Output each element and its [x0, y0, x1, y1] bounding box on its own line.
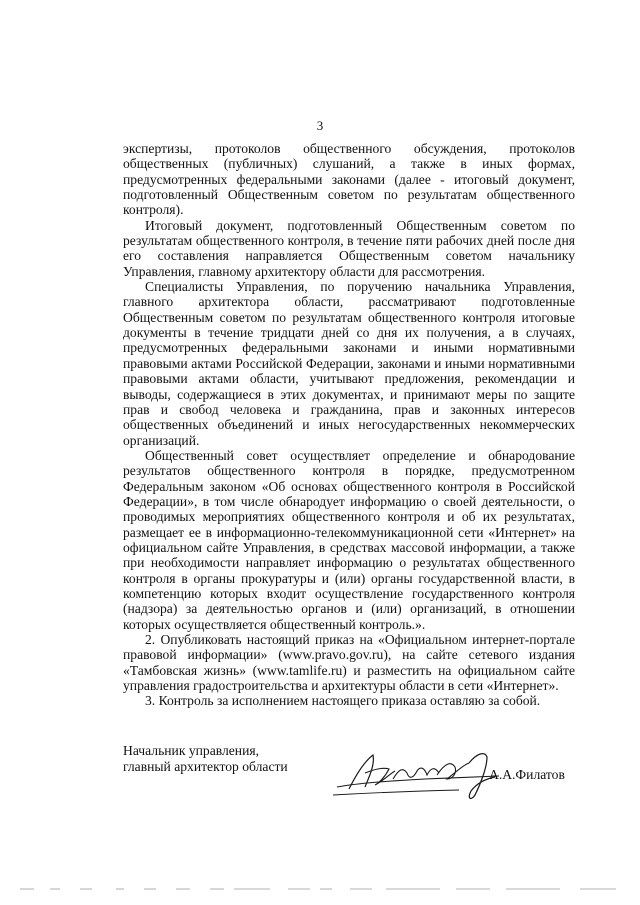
page-number: 3 — [316, 118, 324, 133]
paragraph-item-2-publish: 2. Опубликовать настоящий приказ на «Официальном интернет-портале правовой информации» (www.pravo.gov.ru), на сайте сетевого издания «Тамбовская жизнь» (www.tamlife.ru) и разместить на официальном сайте управления градостроительства и архитектуры области в сети «Интернет». — [123, 632, 575, 694]
paragraph-council-publication: Общественный совет осуществляет определение и обнародование результатов общественного контроля в порядке, предусмотренном Федеральным законом «Об основах общественного контроля в Российской Федерации», в том числе обнародует информацию о своей деятельности, о проводимых мероприятиях общественного контроля и об их результатах, размещает ее в информационно-телекоммуникационной сети «Интернет» на официальном сайте Управления, в средствах массовой информации, а также при необходимости направляет информацию о результатах общественного контроля в органы прокуратуры и (или) органы государственной власти, в компетенцию которых входит осуществление государственного контроля (надзора) за деятельностью органов и (или) организаций, в отношении которых осуществляется общественный контроль.». — [123, 447, 575, 632]
scan-bottom-edge-marks — [20, 884, 620, 892]
signatory-name: А.А.Филатов — [489, 767, 565, 782]
paragraph-item-3-control: 3. Контроль за исполнением настоящего приказа оставляю за собой. — [145, 693, 541, 709]
document-body — [123, 141, 575, 709]
signatory-position-line-2: главный архитектор области — [123, 759, 288, 774]
handwritten-signature — [329, 743, 509, 803]
signature-block — [123, 743, 583, 803]
paragraph-continuation: экспертизы, протоколов общественного обсуждения, протоколов общественных (публичных) слушаний, а также в иных формах, предусмотренных федеральными законами (далее - итоговый документ, подготовленный Общественным советом по результатам общественного контроля). — [123, 141, 575, 218]
signatory-position-line-1: Начальник управления, — [123, 743, 259, 758]
paragraph-specialists-review: Специалисты Управления, по поручению начальника Управления, главного архитектора области, рассматривают подготовленные Общественным советом по результатам общественного контроля итоговые документы в течение тридцати дней со дня их получения, а в случаях, предусмотренных федеральными законами и иными нормативными правовыми актами Российской Федерации, законами и иными нормативными правовыми актами области, учитывают предложения, рекомендации и выводы, содержащиеся в этих документах, и принимают меры по защите прав и свобод человека и гражданина, прав и законных интересов общественных объединений и иных негосударственных некоммерческих организаций. — [123, 279, 575, 448]
paragraph-final-document: Итоговый документ, подготовленный Общественным советом по результатам общественного контроля, в течение пяти рабочих дней после дня его составления направляется Общественным советом начальнику Управления, главному архитектору области для рассмотрения. — [123, 217, 575, 279]
